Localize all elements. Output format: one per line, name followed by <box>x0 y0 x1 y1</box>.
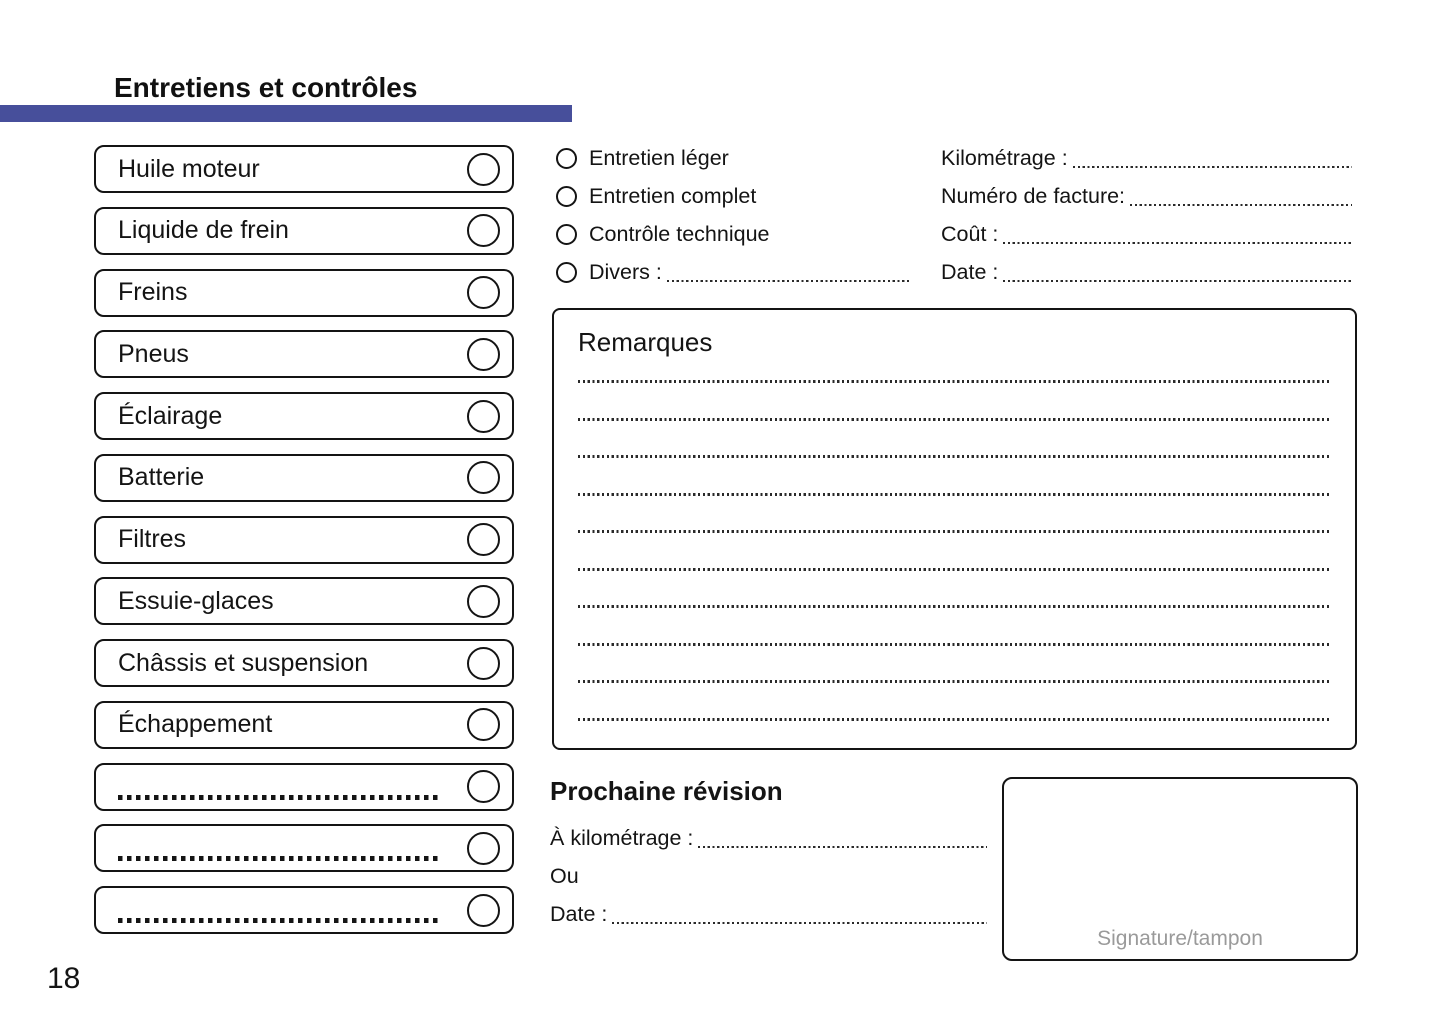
remark-write-in-line[interactable] <box>578 718 1331 721</box>
remark-write-in-line[interactable] <box>578 568 1331 571</box>
checklist-item-label: Éclairage <box>118 401 223 430</box>
radio-circle[interactable] <box>556 262 577 283</box>
maintenance-checklist <box>94 145 514 934</box>
checklist-item-label: Essuie-glaces <box>118 586 274 615</box>
checklist-item <box>94 145 514 193</box>
remark-write-in-line[interactable] <box>578 530 1331 533</box>
invoice-field-label: Coût : <box>941 221 999 246</box>
write-in-line[interactable] <box>1003 280 1352 283</box>
invoice-field <box>941 253 1352 291</box>
next-service-field-label: Ou <box>550 863 579 888</box>
radio-circle[interactable] <box>556 186 577 207</box>
check-circle[interactable] <box>467 153 500 186</box>
next-service-fields <box>550 819 987 933</box>
check-circle[interactable] <box>467 276 500 309</box>
write-in-line[interactable] <box>667 280 912 283</box>
check-circle[interactable] <box>467 523 500 556</box>
checklist-item-label: Châssis et suspension <box>118 648 369 677</box>
service-option-label: Entretien léger <box>589 145 729 170</box>
service-option-label: Contrôle technique <box>589 221 770 246</box>
next-service-section <box>550 776 987 933</box>
remarks-title: Remarques <box>578 327 713 357</box>
remarks-box <box>552 308 1357 750</box>
write-in-line[interactable] <box>118 795 441 800</box>
check-circle[interactable] <box>467 400 500 433</box>
next-service-field-label: À kilométrage : <box>550 825 694 850</box>
checklist-item-label: Liquide de frein <box>118 216 289 245</box>
checklist-item <box>94 639 514 687</box>
check-circle[interactable] <box>467 708 500 741</box>
next-service-field <box>550 895 987 933</box>
write-in-line[interactable] <box>118 856 441 861</box>
check-circle[interactable] <box>467 770 500 803</box>
service-option-label: Divers : <box>589 259 662 284</box>
page-title: Entretiens et contrôles <box>114 72 418 103</box>
service-option <box>556 139 912 177</box>
remark-write-in-line[interactable] <box>578 455 1331 458</box>
remark-write-in-line[interactable] <box>578 605 1331 608</box>
write-in-line[interactable] <box>118 918 441 923</box>
checklist-item-label: Échappement <box>118 710 273 739</box>
checklist-item <box>94 207 514 255</box>
invoice-field <box>941 139 1352 177</box>
signature-label: Signature/tampon <box>1097 927 1263 950</box>
invoice-field-label: Kilométrage : <box>941 145 1068 170</box>
next-service-title: Prochaine révision <box>550 776 783 806</box>
write-in-line[interactable] <box>1073 166 1352 169</box>
checklist-item-blank <box>94 763 514 811</box>
invoice-field-label: Date : <box>941 259 999 284</box>
checklist-item-label: Batterie <box>118 463 205 492</box>
invoice-fields <box>941 139 1352 291</box>
checklist-item-label: Filtres <box>118 525 187 553</box>
radio-circle[interactable] <box>556 224 577 245</box>
service-option-label: Entretien complet <box>589 183 757 208</box>
check-circle[interactable] <box>467 832 500 865</box>
remark-write-in-line[interactable] <box>578 418 1331 421</box>
checklist-item <box>94 454 514 502</box>
checklist-item <box>94 577 514 625</box>
check-circle[interactable] <box>467 585 500 618</box>
checklist-item <box>94 701 514 749</box>
service-option <box>556 253 912 291</box>
invoice-field-label: Numéro de facture: <box>941 183 1126 208</box>
write-in-line[interactable] <box>612 922 987 925</box>
checklist-item <box>94 516 514 564</box>
invoice-field <box>941 215 1352 253</box>
checklist-item-label: Freins <box>118 278 188 306</box>
write-in-line[interactable] <box>1130 204 1352 207</box>
check-circle[interactable] <box>467 214 500 247</box>
checklist-item <box>94 269 514 317</box>
remark-write-in-line[interactable] <box>578 493 1331 496</box>
next-service-field-label: Date : <box>550 901 608 926</box>
service-option <box>556 177 912 215</box>
write-in-line[interactable] <box>698 846 987 849</box>
checklist-item-blank <box>94 824 514 872</box>
checklist-item-label: Pneus <box>118 339 189 368</box>
next-service-field <box>550 819 987 857</box>
check-circle[interactable] <box>467 647 500 680</box>
check-circle[interactable] <box>467 338 500 371</box>
check-circle[interactable] <box>467 894 500 927</box>
signature-box[interactable] <box>1002 777 1358 961</box>
title-underline-bar <box>0 105 572 122</box>
radio-circle[interactable] <box>556 148 577 169</box>
service-option <box>556 215 912 253</box>
check-circle[interactable] <box>467 461 500 494</box>
invoice-field <box>941 177 1352 215</box>
checklist-item <box>94 392 514 440</box>
remark-write-in-line[interactable] <box>578 380 1331 383</box>
remark-write-in-line[interactable] <box>578 643 1331 646</box>
checklist-item <box>94 330 514 378</box>
page-number: 18 <box>47 962 81 995</box>
remark-write-in-line[interactable] <box>578 680 1331 683</box>
checklist-item-blank <box>94 886 514 934</box>
write-in-line[interactable] <box>1003 242 1352 245</box>
service-type-options <box>556 139 912 291</box>
next-service-field <box>550 857 987 895</box>
checklist-item-label: Huile moteur <box>118 154 260 183</box>
